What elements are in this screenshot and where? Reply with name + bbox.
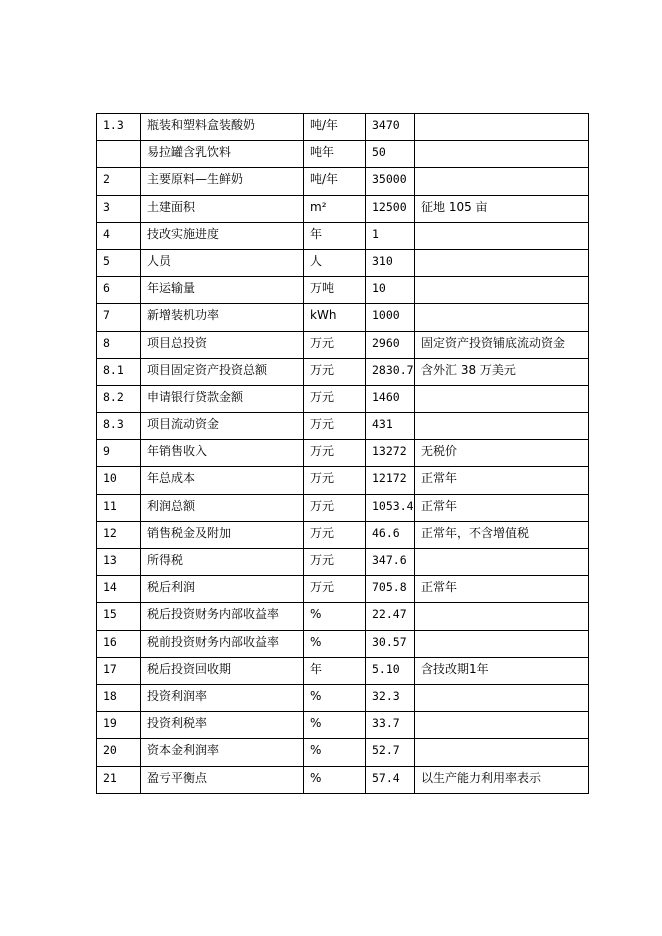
note: 正常年 xyxy=(415,576,589,603)
value: 13272 xyxy=(366,440,415,467)
item-name: 税前投资财务内部收益率 xyxy=(141,630,304,657)
unit: % xyxy=(304,630,366,657)
unit: 万元 xyxy=(304,385,366,412)
table-row xyxy=(97,358,589,385)
indicator-table-container xyxy=(96,113,589,794)
row-number: 11 xyxy=(97,494,141,521)
note xyxy=(415,684,589,711)
note: 无税价 xyxy=(415,440,589,467)
value: 12500 xyxy=(366,195,415,222)
value: 57.4 xyxy=(366,766,415,793)
unit: 万元 xyxy=(304,549,366,576)
unit: % xyxy=(304,684,366,711)
row-number: 1.3 xyxy=(97,114,141,141)
note xyxy=(415,168,589,195)
item-name: 易拉罐含乳饮料 xyxy=(141,141,304,168)
table-row xyxy=(97,168,589,195)
table-row xyxy=(97,141,589,168)
value: 1000 xyxy=(366,304,415,331)
item-name: 主要原料—生鲜奶 xyxy=(141,168,304,195)
table-row xyxy=(97,739,589,766)
item-name: 项目总投资 xyxy=(141,331,304,358)
note xyxy=(415,712,589,739)
row-number: 4 xyxy=(97,222,141,249)
note xyxy=(415,603,589,630)
value: 52.7 xyxy=(366,739,415,766)
value: 347.6 xyxy=(366,549,415,576)
item-name: 年运输量 xyxy=(141,277,304,304)
item-name: 技改实施进度 xyxy=(141,222,304,249)
note xyxy=(415,413,589,440)
value: 5.10 xyxy=(366,657,415,684)
value: 50 xyxy=(366,141,415,168)
row-number: 8 xyxy=(97,331,141,358)
row-number: 19 xyxy=(97,712,141,739)
unit: % xyxy=(304,766,366,793)
table-row xyxy=(97,385,589,412)
value: 1460 xyxy=(366,385,415,412)
note xyxy=(415,739,589,766)
unit: 万元 xyxy=(304,440,366,467)
note xyxy=(415,277,589,304)
note xyxy=(415,249,589,276)
value: 310 xyxy=(366,249,415,276)
table-row xyxy=(97,304,589,331)
note xyxy=(415,141,589,168)
note: 征地 105 亩 xyxy=(415,195,589,222)
item-name: 利润总额 xyxy=(141,494,304,521)
table-row xyxy=(97,576,589,603)
table-row xyxy=(97,114,589,141)
row-number: 7 xyxy=(97,304,141,331)
note: 以生产能力利用率表示 xyxy=(415,766,589,793)
unit: 吨/年 xyxy=(304,168,366,195)
table-row xyxy=(97,766,589,793)
value: 2960 xyxy=(366,331,415,358)
item-name: 土建面积 xyxy=(141,195,304,222)
value: 33.7 xyxy=(366,712,415,739)
unit: % xyxy=(304,603,366,630)
table-row xyxy=(97,467,589,494)
row-number: 18 xyxy=(97,684,141,711)
item-name: 税后利润 xyxy=(141,576,304,603)
item-name: 投资利润率 xyxy=(141,684,304,711)
item-name: 税后投资回收期 xyxy=(141,657,304,684)
note: 正常年 xyxy=(415,467,589,494)
table-row xyxy=(97,440,589,467)
row-number: 17 xyxy=(97,657,141,684)
unit: 万元 xyxy=(304,358,366,385)
value: 35000 xyxy=(366,168,415,195)
item-name: 投资利税率 xyxy=(141,712,304,739)
unit: m² xyxy=(304,195,366,222)
unit: kWh xyxy=(304,304,366,331)
row-number: 8.2 xyxy=(97,385,141,412)
note: 含技改期1年 xyxy=(415,657,589,684)
item-name: 新增装机功率 xyxy=(141,304,304,331)
note xyxy=(415,385,589,412)
item-name: 人员 xyxy=(141,249,304,276)
indicator-table-body xyxy=(97,114,589,794)
item-name: 项目固定资产投资总额 xyxy=(141,358,304,385)
value: 22.47 xyxy=(366,603,415,630)
table-row xyxy=(97,331,589,358)
table-row xyxy=(97,712,589,739)
item-name: 项目流动资金 xyxy=(141,413,304,440)
table-row xyxy=(97,521,589,548)
row-number: 6 xyxy=(97,277,141,304)
value: 10 xyxy=(366,277,415,304)
row-number: 12 xyxy=(97,521,141,548)
unit: 吨/年 xyxy=(304,114,366,141)
unit: % xyxy=(304,712,366,739)
row-number: 8.1 xyxy=(97,358,141,385)
row-number: 21 xyxy=(97,766,141,793)
note xyxy=(415,630,589,657)
value: 46.6 xyxy=(366,521,415,548)
unit: 吨年 xyxy=(304,141,366,168)
note xyxy=(415,549,589,576)
row-number: 9 xyxy=(97,440,141,467)
item-name: 资本金利润率 xyxy=(141,739,304,766)
table-row xyxy=(97,684,589,711)
table-row xyxy=(97,603,589,630)
item-name: 瓶装和塑料盒装酸奶 xyxy=(141,114,304,141)
item-name: 年总成本 xyxy=(141,467,304,494)
unit: 年 xyxy=(304,657,366,684)
table-row xyxy=(97,549,589,576)
row-number xyxy=(97,141,141,168)
table-row xyxy=(97,277,589,304)
row-number: 3 xyxy=(97,195,141,222)
table-row xyxy=(97,195,589,222)
note xyxy=(415,114,589,141)
item-name: 申请银行贷款金额 xyxy=(141,385,304,412)
item-name: 盈亏平衡点 xyxy=(141,766,304,793)
unit: 人 xyxy=(304,249,366,276)
unit: 万元 xyxy=(304,494,366,521)
note xyxy=(415,304,589,331)
table-row xyxy=(97,630,589,657)
row-number: 15 xyxy=(97,603,141,630)
row-number: 13 xyxy=(97,549,141,576)
value: 705.8 xyxy=(366,576,415,603)
table-row xyxy=(97,222,589,249)
unit: % xyxy=(304,739,366,766)
row-number: 5 xyxy=(97,249,141,276)
row-number: 20 xyxy=(97,739,141,766)
table-row xyxy=(97,657,589,684)
row-number: 14 xyxy=(97,576,141,603)
note xyxy=(415,222,589,249)
row-number: 16 xyxy=(97,630,141,657)
unit: 万元 xyxy=(304,413,366,440)
table-row xyxy=(97,413,589,440)
unit: 万元 xyxy=(304,521,366,548)
unit: 万元 xyxy=(304,576,366,603)
indicator-table xyxy=(96,113,589,794)
value: 3470 xyxy=(366,114,415,141)
unit: 万吨 xyxy=(304,277,366,304)
value: 431 xyxy=(366,413,415,440)
row-number: 2 xyxy=(97,168,141,195)
value: 12172 xyxy=(366,467,415,494)
unit: 年 xyxy=(304,222,366,249)
unit: 万元 xyxy=(304,331,366,358)
note: 正常年，不含增值税 xyxy=(415,521,589,548)
note: 含外汇 38 万美元 xyxy=(415,358,589,385)
note: 固定资产投资铺底流动资金 xyxy=(415,331,589,358)
value: 32.3 xyxy=(366,684,415,711)
unit: 万元 xyxy=(304,467,366,494)
item-name: 税后投资财务内部收益率 xyxy=(141,603,304,630)
value: 2830.7 xyxy=(366,358,415,385)
item-name: 年销售收入 xyxy=(141,440,304,467)
table-row xyxy=(97,249,589,276)
row-number: 8.3 xyxy=(97,413,141,440)
value: 30.57 xyxy=(366,630,415,657)
item-name: 销售税金及附加 xyxy=(141,521,304,548)
row-number: 10 xyxy=(97,467,141,494)
item-name: 所得税 xyxy=(141,549,304,576)
value: 1053.4 xyxy=(366,494,415,521)
table-row xyxy=(97,494,589,521)
value: 1 xyxy=(366,222,415,249)
note: 正常年 xyxy=(415,494,589,521)
